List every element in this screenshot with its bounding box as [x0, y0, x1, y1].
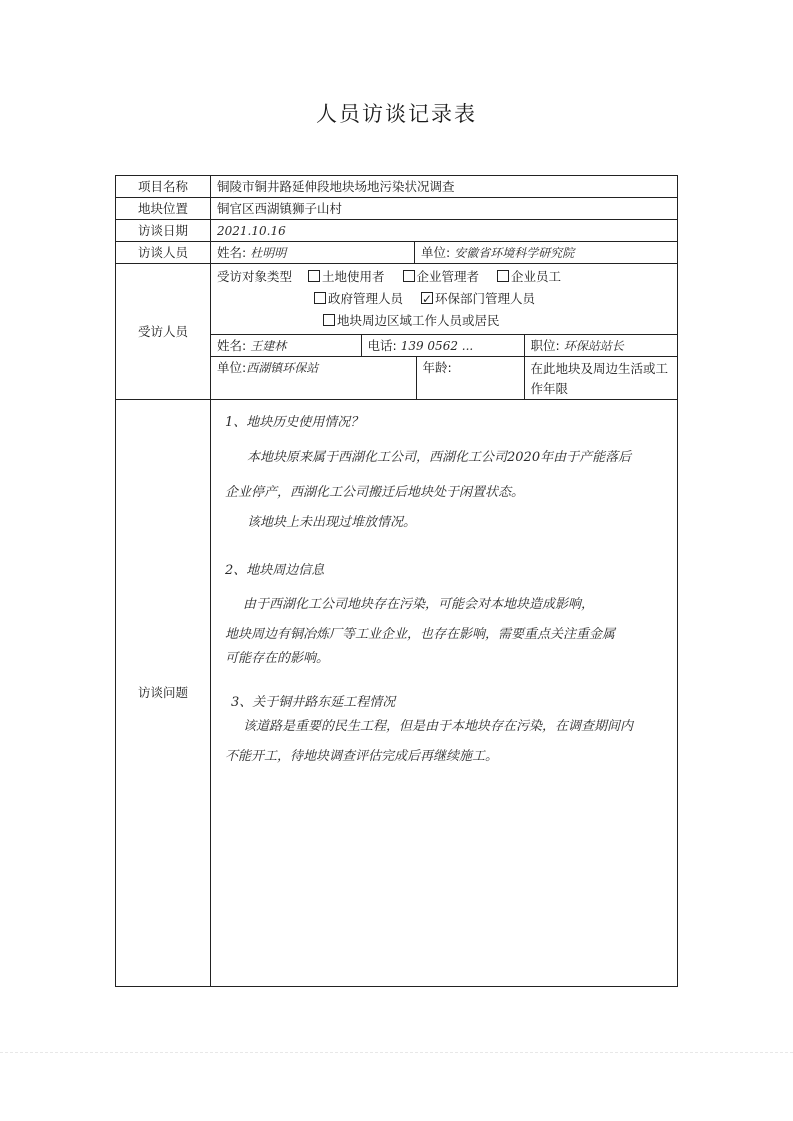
date-row — [116, 220, 678, 242]
contact-inner-table — [211, 335, 677, 356]
interviewer-unit-value: 安徽省环境科学研究院 — [454, 245, 575, 260]
project-label: 项目名称 — [116, 176, 211, 198]
interviewer-name-cell — [211, 242, 415, 264]
checkbox-icon — [323, 314, 335, 326]
interviewee-unit-value: 西湖镇环保站 — [246, 361, 319, 375]
answer-line: 地块周边有铜冶炼厂等工业企业，也存在影响，需要重点关注重金属 — [225, 627, 616, 642]
answer-line: 可能存在的影响。 — [225, 651, 330, 666]
interviewee-unit-label: 单位: — [217, 360, 247, 375]
interviewer-unit-cell — [415, 242, 678, 264]
interviewee-phone-value: 139 0562 ... — [400, 338, 474, 353]
type-label: 受访对象类型 — [217, 269, 293, 284]
answer-line: 企业停产，西湖化工公司搬迁后地块处于闲置状态。 — [225, 485, 525, 500]
location-label: 地块位置 — [116, 198, 211, 220]
question-1: 1、地块历史使用情况？ — [225, 415, 364, 430]
type-options-row-2 — [217, 288, 671, 310]
questions-row — [116, 400, 678, 987]
option-government — [314, 288, 403, 310]
option-environment-dept — [421, 288, 535, 310]
project-value: 铜陵市铜井路延伸段地块场地污染状况调查 — [211, 176, 678, 198]
question-3: 3、关于铜井路东延工程情况 — [231, 695, 396, 710]
interviewer-name-value: 杜明明 — [250, 245, 287, 260]
interviewee-unit-cell — [211, 357, 678, 400]
interviewer-name-label: 姓名: — [217, 244, 247, 260]
option-text: 企业员工 — [511, 269, 562, 284]
interviewee-name-value: 王建林 — [250, 338, 287, 353]
answer-line: 该道路是重要的民生工程，但是由于本地块存在污染，在调查期间内 — [243, 719, 634, 734]
option-text: 政府管理人员 — [328, 291, 404, 306]
question-2: 2、地块周边信息 — [225, 563, 325, 578]
interviewee-phone-label: 电话: — [367, 337, 397, 353]
date-label: 访谈日期 — [116, 220, 211, 242]
interviewee-phone-cell — [361, 335, 524, 356]
type-options-row-1 — [217, 266, 671, 288]
checked-checkbox-icon — [421, 292, 433, 304]
interviewee-position-value: 环保站站长 — [563, 338, 624, 353]
interviewee-name-cell — [211, 335, 361, 356]
date-value: 2021.10.16 — [211, 220, 678, 242]
answer-line: 本地块原来属于西湖化工公司，西湖化工公司2020年由于产能落后 — [247, 450, 632, 465]
checkbox-icon — [308, 270, 320, 282]
option-text: 环保部门管理人员 — [435, 291, 536, 306]
checkbox-icon — [497, 270, 509, 282]
questions-label: 访谈问题 — [116, 400, 211, 987]
interviewee-type-row — [116, 264, 678, 335]
interview-form — [115, 175, 678, 987]
interviewer-unit-label: 单位: — [421, 244, 451, 260]
option-enterprise-manager — [403, 266, 480, 288]
option-nearby-resident — [323, 310, 500, 332]
checkbox-icon — [314, 292, 326, 304]
option-text: 企业管理者 — [416, 269, 480, 284]
interviewee-position-label: 职位: — [530, 337, 560, 353]
interviewee-years-cell: 在此地块及周边生活或工作年限 — [524, 357, 677, 399]
interviewee-label: 受访人员 — [116, 264, 211, 400]
location-value: 铜官区西湖镇狮子山村 — [211, 198, 678, 220]
interviewee-contact-cell — [211, 335, 678, 357]
interviewee-unit-subcell — [211, 357, 416, 399]
page-title: 人员访谈记录表 — [316, 102, 477, 126]
questions-content — [211, 400, 678, 987]
scan-artifact — [0, 1052, 793, 1053]
interviewee-name-label: 姓名: — [217, 337, 247, 353]
option-text: 土地使用者 — [322, 269, 385, 284]
type-options-row-3 — [217, 310, 671, 332]
location-row — [116, 198, 678, 220]
option-enterprise-staff — [497, 266, 561, 288]
interviewer-row — [116, 242, 678, 264]
answer-line: 该地块上未出现过堆放情况。 — [247, 515, 417, 530]
answer-line: 不能开工，待地块调查评估完成后再继续施工。 — [225, 749, 499, 764]
answer-line: 由于西湖化工公司地块存在污染，可能会对本地块造成影响， — [243, 597, 595, 612]
interviewer-label: 访谈人员 — [116, 242, 211, 264]
checkbox-icon — [403, 270, 415, 282]
project-row — [116, 176, 678, 198]
option-text: 地块周边区域工作人员或居民 — [337, 313, 500, 328]
unit-inner-table — [211, 357, 677, 399]
interviewee-age-cell — [416, 357, 524, 399]
option-land-user — [308, 266, 385, 288]
interviewee-type-cell — [211, 264, 678, 335]
interviewee-age-label: 年龄: — [422, 360, 452, 375]
interviewee-position-cell — [524, 335, 677, 356]
